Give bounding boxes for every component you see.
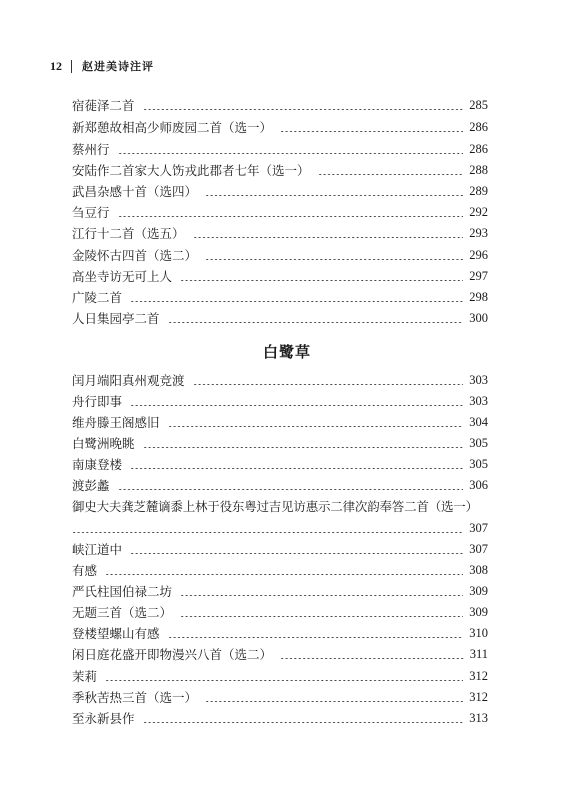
entry-title: 新郑憩故相高少师废园二首（选一） xyxy=(72,120,273,135)
entry-title: 舟行即事 xyxy=(72,394,123,409)
entry-page: 289 xyxy=(469,183,488,198)
dot-leader xyxy=(205,195,463,196)
toc-entry[interactable] xyxy=(72,687,488,707)
entry-title: 广陵二首 xyxy=(72,290,123,305)
toc-entry[interactable] xyxy=(72,95,488,115)
entry-title: 人日集园亭二首 xyxy=(72,311,160,326)
entry-page: 286 xyxy=(469,141,488,156)
entry-title: 御史大夫龚芝麓谪黍上林于役东粤过吉见访惠示二律次韵奉答二首（选一） xyxy=(72,499,478,514)
entry-title: 蔡州行 xyxy=(72,142,110,157)
entry-title: 无题三首（选二） xyxy=(72,605,173,620)
toc-entry[interactable] xyxy=(72,202,488,222)
toc-entry[interactable] xyxy=(72,539,488,559)
dot-leader xyxy=(205,701,463,702)
dot-leader xyxy=(168,426,464,427)
header-divider xyxy=(71,60,72,73)
dot-leader xyxy=(280,658,464,659)
entry-title: 闰月端阳真州观竞渡 xyxy=(72,373,185,388)
dot-leader xyxy=(130,468,463,469)
toc-entry[interactable] xyxy=(72,433,488,453)
toc-entry[interactable] xyxy=(72,287,488,307)
entry-title: 登楼望螺山有感 xyxy=(72,626,160,641)
entry-page: 303 xyxy=(469,372,488,387)
book-title: 赵进美诗注评 xyxy=(82,60,154,73)
entry-page: 303 xyxy=(469,393,488,408)
toc-entry[interactable] xyxy=(72,391,488,411)
dot-leader xyxy=(168,322,464,323)
entry-page: 297 xyxy=(469,268,488,283)
entry-title: 有感 xyxy=(72,563,98,578)
entry-title: 渡彭蠡 xyxy=(72,478,110,493)
entry-title: 南康登楼 xyxy=(72,457,123,472)
toc-entry[interactable] xyxy=(72,454,488,474)
dot-leader xyxy=(105,574,463,575)
running-header xyxy=(50,56,154,76)
toc-entry[interactable] xyxy=(72,139,488,159)
dot-leader xyxy=(118,216,464,217)
entry-title: 刍豆行 xyxy=(72,205,110,220)
toc-entry[interactable] xyxy=(72,623,488,643)
entry-page: 306 xyxy=(469,477,488,492)
section-heading: 白鹭草 xyxy=(262,343,311,361)
entry-page: 313 xyxy=(469,710,488,725)
entry-page: 304 xyxy=(469,414,488,429)
entry-title: 宿蓰泽二首 xyxy=(72,98,135,113)
entry-title: 金陵怀古四首（选二） xyxy=(72,248,198,263)
dot-leader xyxy=(130,553,463,554)
toc-entry[interactable] xyxy=(72,412,488,432)
toc-entry[interactable] xyxy=(72,644,488,664)
dot-leader xyxy=(280,131,463,132)
entry-page: 293 xyxy=(469,225,488,240)
dot-leader xyxy=(118,489,464,490)
toc-entry[interactable] xyxy=(72,181,488,201)
entry-title: 武昌杂感十首（选四） xyxy=(72,184,198,199)
entry-page: 307 xyxy=(469,520,488,535)
entry-page: 300 xyxy=(469,310,488,325)
dot-leader xyxy=(318,174,464,175)
entry-page: 288 xyxy=(469,162,488,177)
entry-page: 309 xyxy=(469,604,488,619)
entry-title: 白鹭洲晚眺 xyxy=(72,436,135,451)
entry-title: 安陆作二首家大人饬戎此郡者七年（选一） xyxy=(72,163,310,178)
toc-entry[interactable] xyxy=(72,223,488,243)
dot-leader xyxy=(143,722,464,723)
dot-leader xyxy=(105,680,463,681)
dot-leader xyxy=(130,301,463,302)
entry-page: 305 xyxy=(469,456,488,471)
entry-page: 292 xyxy=(469,204,488,219)
toc-entry[interactable] xyxy=(72,602,488,622)
entry-title: 江行十二首（选五） xyxy=(72,226,185,241)
entry-title: 高坐寺访无可上人 xyxy=(72,269,173,284)
page-number: 12 xyxy=(50,58,62,73)
toc-entry[interactable] xyxy=(72,266,488,286)
toc-entry[interactable] xyxy=(72,160,488,180)
entry-page: 307 xyxy=(469,541,488,556)
entry-title: 茉莉 xyxy=(72,669,98,684)
entry-page: 312 xyxy=(469,689,488,704)
entry-title: 至永新县作 xyxy=(72,711,135,726)
entry-page: 296 xyxy=(469,247,488,262)
entry-page: 298 xyxy=(469,289,488,304)
entry-page: 286 xyxy=(469,119,488,134)
dot-leader xyxy=(193,384,464,385)
entry-page: 311 xyxy=(469,646,488,661)
toc-entry[interactable] xyxy=(72,560,488,580)
toc-entry-long[interactable] xyxy=(72,496,488,516)
entry-title: 闲日庭花盛开即物漫兴八首（选二） xyxy=(72,647,273,662)
toc-entry[interactable] xyxy=(72,666,488,686)
entry-title: 严氏柱国伯禄二坊 xyxy=(72,584,173,599)
entry-title: 维舟滕王阁感旧 xyxy=(72,415,160,430)
entry-page: 309 xyxy=(469,583,488,598)
dot-leader xyxy=(180,595,463,596)
toc-entry[interactable] xyxy=(72,708,488,728)
toc-entry[interactable] xyxy=(72,475,488,495)
entry-page: 312 xyxy=(469,668,488,683)
toc-entry[interactable] xyxy=(72,308,488,328)
toc-entry-continuation xyxy=(72,518,488,538)
entry-page: 285 xyxy=(469,97,488,112)
dot-leader xyxy=(180,280,463,281)
dot-leader xyxy=(168,637,464,638)
toc-entry[interactable] xyxy=(72,581,488,601)
entry-page: 310 xyxy=(469,625,488,640)
dot-leader xyxy=(72,532,463,533)
dot-leader xyxy=(143,447,464,448)
entry-page: 308 xyxy=(469,562,488,577)
entry-title: 峡江道中 xyxy=(72,542,123,557)
dot-leader xyxy=(193,237,464,238)
toc-entry[interactable] xyxy=(72,245,488,265)
toc-entry[interactable] xyxy=(72,370,488,390)
dot-leader xyxy=(180,616,463,617)
dot-leader xyxy=(143,109,464,110)
dot-leader xyxy=(118,153,464,154)
entry-page: 305 xyxy=(469,435,488,450)
entry-title: 季秋苦热三首（选一） xyxy=(72,690,198,705)
toc-entry[interactable] xyxy=(72,117,488,137)
dot-leader xyxy=(205,259,463,260)
dot-leader xyxy=(130,405,463,406)
